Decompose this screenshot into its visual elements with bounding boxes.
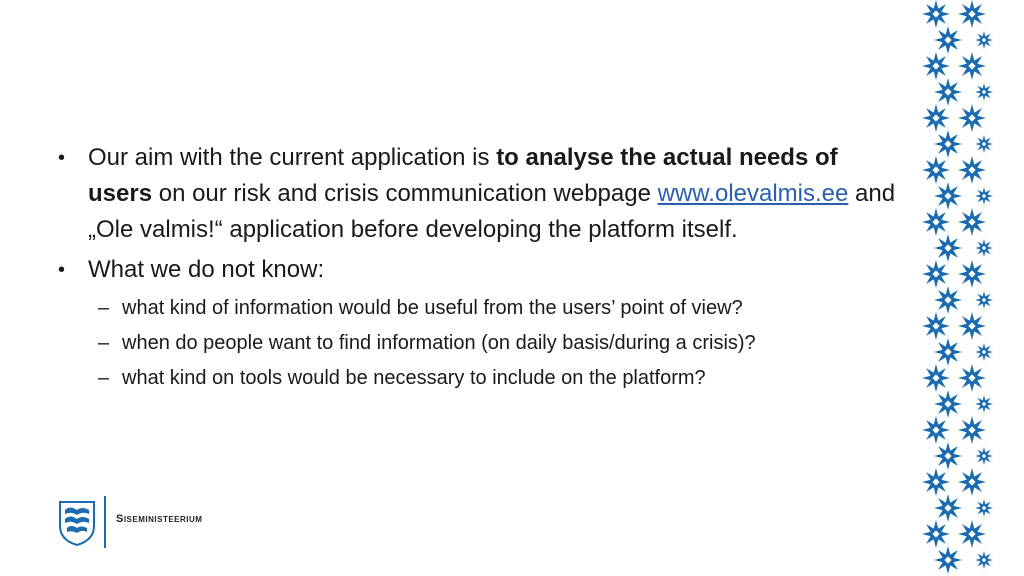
aim-text-start: Our aim with the current application is xyxy=(88,144,497,171)
star-ornament-icon xyxy=(934,130,962,158)
star-ornament-icon xyxy=(922,156,950,184)
star-ornament-icon xyxy=(922,364,950,392)
coat-of-arms-icon xyxy=(58,500,96,546)
unknowns-heading: What we do not know: xyxy=(88,256,325,283)
star-ornament-icon xyxy=(934,234,962,262)
star-ornament-icon xyxy=(975,291,993,309)
sub-item-text: what kind of information would be useful from the users’ point of view? xyxy=(122,297,743,319)
star-ornament-icon xyxy=(934,390,962,418)
star-ornament-icon xyxy=(958,260,986,288)
star-ornament-icon xyxy=(958,156,986,184)
ministry-name: Siseministeerium xyxy=(116,513,203,525)
sub-item-text: when do people want to find information (on daily basis/during a crisis)? xyxy=(122,332,756,354)
star-ornament-icon xyxy=(975,395,993,413)
sub-item xyxy=(56,328,896,358)
sub-item-text: what kind on tools would be necessary to include on the platform? xyxy=(122,367,706,389)
star-ornament-icon xyxy=(922,520,950,548)
bullet-dot: • xyxy=(58,147,66,169)
star-ornament-icon xyxy=(958,364,986,392)
star-ornament-icon xyxy=(975,447,993,465)
aim-emphasis: to analyse the actual needs of users xyxy=(88,144,838,207)
aim-text-mid: on our risk and crisis communication webpage xyxy=(152,180,658,207)
logo-divider xyxy=(104,496,106,548)
ministry-logo xyxy=(58,496,258,548)
folk-ornament-border xyxy=(914,0,1002,576)
star-ornament-icon xyxy=(975,83,993,101)
star-ornament-icon xyxy=(958,0,986,28)
aim-text-end: and „Ole valmis!“ application before developing the platform itself. xyxy=(88,180,896,243)
star-ornament-icon xyxy=(975,499,993,517)
star-ornament-icon xyxy=(922,52,950,80)
bullet-dot: • xyxy=(58,259,66,281)
star-ornament-icon xyxy=(975,135,993,153)
bullet-unknowns xyxy=(56,252,896,288)
star-ornament-icon xyxy=(958,416,986,444)
star-ornament-icon xyxy=(934,442,962,470)
star-ornament-icon xyxy=(922,104,950,132)
dash-marker: – xyxy=(98,297,110,319)
star-ornament-icon xyxy=(958,468,986,496)
star-ornament-icon xyxy=(975,239,993,257)
star-ornament-icon xyxy=(934,182,962,210)
star-ornament-icon xyxy=(958,312,986,340)
star-ornament-icon xyxy=(922,260,950,288)
slide-content xyxy=(56,140,896,393)
bullet-aim xyxy=(56,140,896,248)
star-ornament-icon xyxy=(975,551,993,569)
star-ornament-icon xyxy=(958,520,986,548)
star-ornament-icon xyxy=(975,343,993,361)
star-ornament-icon xyxy=(958,52,986,80)
star-ornament-icon xyxy=(934,338,962,366)
star-ornament-icon xyxy=(934,26,962,54)
star-ornament-icon xyxy=(975,31,993,49)
star-ornament-icon xyxy=(934,546,962,574)
star-ornament-icon xyxy=(975,187,993,205)
dash-marker: – xyxy=(98,367,110,389)
star-ornament-icon xyxy=(922,208,950,236)
star-ornament-icon xyxy=(934,494,962,522)
star-ornament-icon xyxy=(958,208,986,236)
star-ornament-icon xyxy=(958,104,986,132)
dash-marker: – xyxy=(98,332,110,354)
star-ornament-icon xyxy=(922,468,950,496)
star-ornament-icon xyxy=(922,0,950,28)
star-ornament-icon xyxy=(934,286,962,314)
sub-item xyxy=(56,293,896,323)
star-ornament-icon xyxy=(922,416,950,444)
star-ornament-icon xyxy=(922,312,950,340)
sub-item xyxy=(56,363,896,393)
olevalmis-link[interactable]: www.olevalmis.ee xyxy=(657,180,849,207)
star-ornament-icon xyxy=(934,78,962,106)
